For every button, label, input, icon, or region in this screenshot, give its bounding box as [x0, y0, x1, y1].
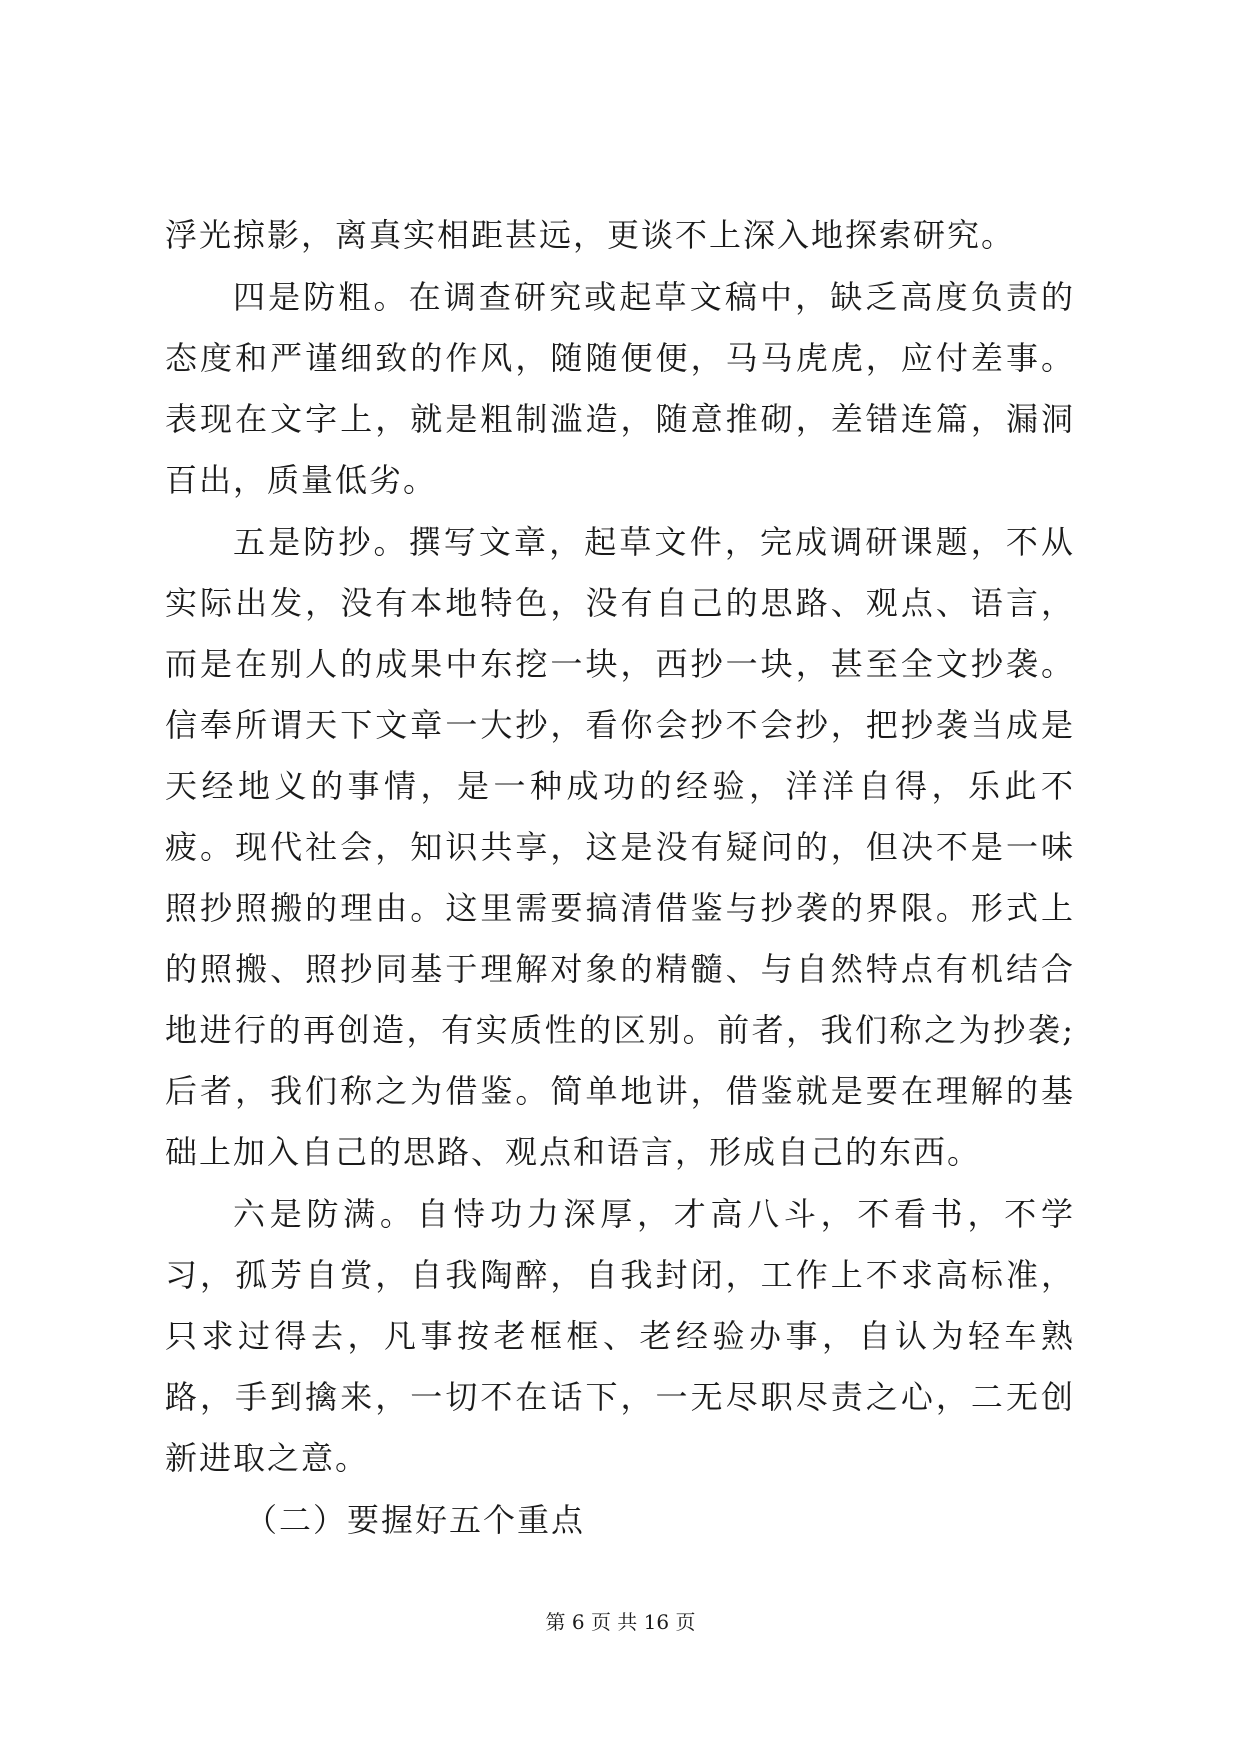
- section-heading: （二）要握好五个重点: [245, 1501, 586, 1539]
- paragraph-continuation: 浮光掠影，离真实相距甚远，更谈不上深入地探索研究。: [165, 216, 1016, 254]
- paragraph-point-five: 五是防抄。撰写文章，起草文件，完成调研课题，不从实际出发，没有本地特色，没有自己的思路、观点、语言，而是在别人的成果中东挖一块，西抄一块，甚至全文抄袭。信奉所谓天下文章一大抄，看你会抄不会抄，把抄袭当成是天经地义的事情，是一种成功的经验，洋洋自得，乐此不疲。现代社会，知识共享，这是没有疑问的，但决不是一味照抄照搬的理由。这里需要搞清借鉴与抄袭的界限。形式上的照搬、照抄同基于理解对象的精髓、与自然特点有机结合地进行的再创造，有实质性的区别。前者，我们称之为抄袭;后者，我们称之为借鉴。简单地讲，借鉴就是要在理解的基础上加入自己的思路、观点和语言，形成自己的东西。: [165, 523, 1075, 1171]
- paragraph-point-four: 四是防粗。在调查研究或起草文稿中，缺乏高度负责的态度和严谨细致的作风，随随便便，马马虎虎，应付差事。表现在文字上，就是粗制滥造，随意推砌，差错连篇，漏洞百出，质量低劣。: [165, 278, 1075, 499]
- document-body: [165, 205, 1075, 1551]
- paragraph-point-six: 六是防满。自恃功力深厚，才高八斗，不看书，不学习，孤芳自赏，自我陶醉，自我封闭，工作上不求高标准，只求过得去，凡事按老框框、老经验办事，自认为轻车熟路，手到擒来，一切不在话下，一无尽职尽责之心，二无创新进取之意。: [165, 1195, 1075, 1477]
- page-number-footer: 第 6 页 共 16 页: [545, 1610, 696, 1634]
